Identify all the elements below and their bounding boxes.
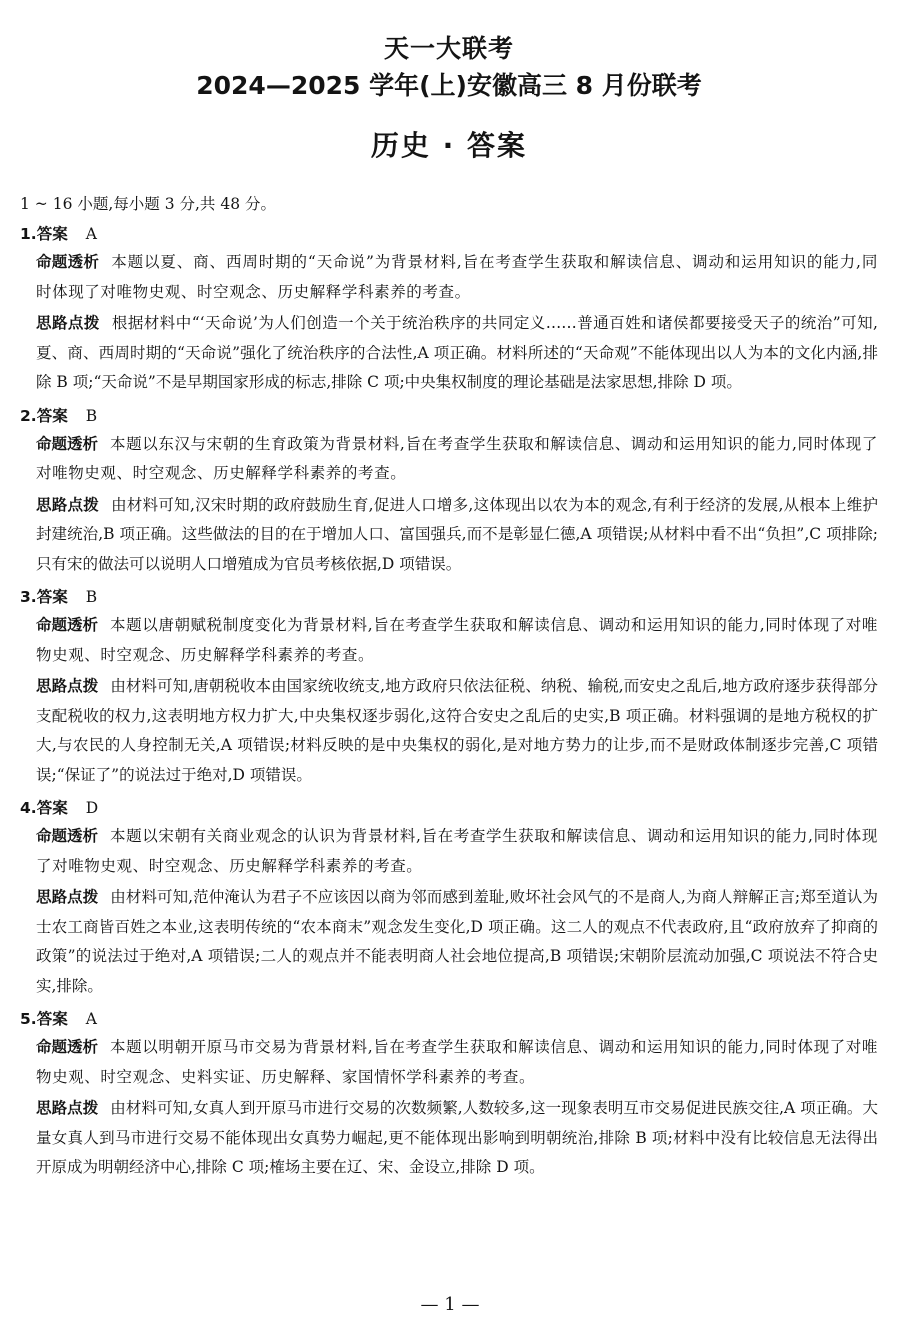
intro-label: 命题透析 xyxy=(36,253,100,271)
question-number: 3. xyxy=(20,588,37,606)
intro-paragraph xyxy=(20,822,878,881)
analysis-text: 由材料可知,女真人到开原马市进行交易的次数频繁,人数较多,这一现象表明互市交易促进民族交往,A 项正确。大量女真人到马市进行交易不能体现出女真势力崛起,更不能体现出影响到明朝统治,排除 B 项;材料中没有比较信息无法得出开原成为明朝经济中心,排除 C 项;榷场主要在辽、宋、金设立,排除 D 项。 xyxy=(36,1099,878,1176)
answer-label: 答案 xyxy=(36,406,68,425)
question-header xyxy=(20,1007,878,1031)
question-item xyxy=(20,796,878,1001)
intro-text: 本题以明朝开原马市交易为背景材料,旨在考查学生获取和解读信息、调动和运用知识的能力,同时体现了对唯物史观、时空观念、史料实证、历史解释、家国情怀学科素养的考查。 xyxy=(36,1038,878,1086)
analysis-paragraph xyxy=(20,1094,878,1183)
question-header xyxy=(20,585,878,609)
question-item xyxy=(20,1007,878,1183)
intro-label: 命题透析 xyxy=(36,1038,99,1056)
answer-value: B xyxy=(85,588,98,606)
intro-paragraph xyxy=(20,1033,878,1092)
answer-label: 答案 xyxy=(36,1010,68,1028)
question-item xyxy=(20,404,878,580)
analysis-text: 由材料可知,唐朝税收本由国家统收统支,地方政府只依法征税、纳税、输税,而安史之乱后,地方政府逐步获得部分支配税收的权力,这表明地方权力扩大,中央集权逐步弱化,这符合安史之乱后的史实,B 项正确。材料强调的是地方税权的扩大,与农民的人身控制无关,A 项错误;材料反映的是中央集权的弱化,是对地方势力的让步,而不是财政体制逐步完善,C 项错误;“保证了”的说法过于绝对,D 项错误。 xyxy=(36,677,878,784)
answer-value: D xyxy=(85,799,99,817)
question-number: 4. xyxy=(20,799,37,817)
intro-paragraph xyxy=(20,248,878,307)
intro-text: 本题以夏、商、西周时期的“天命说”为背景材料,旨在考查学生获取和解读信息、调动和运用知识的能力,同时体现了对唯物史观、时空观念、历史解释学科素养的考查。 xyxy=(36,253,878,301)
analysis-label: 思路点拨 xyxy=(36,677,99,695)
intro-label: 命题透析 xyxy=(36,827,99,845)
question-item xyxy=(20,585,878,790)
question-list xyxy=(20,222,878,1183)
analysis-label: 思路点拨 xyxy=(36,1099,99,1117)
answer-label: 答案 xyxy=(36,225,68,243)
intro-text: 本题以东汉与宋朝的生育政策为背景材料,旨在考查学生获取和解读信息、调动和运用知识的能力,同时体现了对唯物史观、时空观念、历史解释学科素养的考查。 xyxy=(36,434,878,482)
analysis-label: 思路点拨 xyxy=(36,495,100,514)
answer-label: 答案 xyxy=(36,588,68,606)
intro-paragraph xyxy=(20,430,878,489)
intro-label: 命题透析 xyxy=(36,434,99,453)
question-number: 1. xyxy=(20,225,37,243)
answer-value: A xyxy=(85,225,97,243)
intro-label: 命题透析 xyxy=(36,616,99,634)
question-header xyxy=(20,222,878,246)
exam-title: 2024—2025 学年(上)安徽高三 8 月份联考 xyxy=(196,71,702,100)
intro-paragraph xyxy=(20,611,878,670)
analysis-label: 思路点拨 xyxy=(36,888,99,906)
organizer-title: 天一大联考 xyxy=(383,34,514,63)
answer-value: B xyxy=(85,406,98,425)
analysis-text: 由材料可知,汉宋时期的政府鼓励生育,促进人口增多,这体现出以农为本的观念,有利于经济的发展,从根本上维护封建统治,B 项正确。这些做法的目的在于增加人口、富国强兵,而不是彰显仁德,A 项错误;从材料中看不出“负担”,C 项排除;只有宋的做法可以说明人口增殖成为官员考核依据,D 项错误。 xyxy=(36,495,878,573)
analysis-paragraph xyxy=(20,491,878,580)
question-number: 2. xyxy=(20,406,37,425)
question-header xyxy=(20,796,878,820)
scoring-summary: 1 ~ 16 小题,每小题 3 分,共 48 分。 xyxy=(20,195,277,213)
page-number: — 1 — xyxy=(420,1294,480,1315)
analysis-label: 思路点拨 xyxy=(36,314,100,332)
analysis-paragraph xyxy=(20,883,878,1001)
answer-label: 答案 xyxy=(36,799,68,817)
answer-value: A xyxy=(85,1010,97,1028)
intro-text: 本题以唐朝赋税制度变化为背景材料,旨在考查学生获取和解读信息、调动和运用知识的能力,同时体现了对唯物史观、时空观念、历史解释学科素养的考查。 xyxy=(36,616,878,664)
intro-text: 本题以宋朝有关商业观念的认识为背景材料,旨在考查学生获取和解读信息、调动和运用知识的能力,同时体现了对唯物史观、时空观念、历史解释学科素养的考查。 xyxy=(36,827,878,875)
analysis-paragraph xyxy=(20,672,878,790)
subject-title: 历史 · 答案 xyxy=(370,129,528,162)
question-header xyxy=(20,404,878,428)
question-item xyxy=(20,222,878,398)
analysis-paragraph xyxy=(20,309,878,398)
analysis-text: 根据材料中“‘天命说’为人们创造一个关于统治秩序的共同定义……普通百姓和诸侯都要接受天子的统治”可知,夏、商、西周时期的“天命说”强化了统治秩序的合法性,A 项正确。材料所述的“天命观”不能体现出以人为本的文化内涵,排除 B 项;“天命说”不是早期国家形成的标志,排除 C 项;中央集权制度的理论基础是法家思想,排除 D 项。 xyxy=(36,314,878,391)
question-number: 5. xyxy=(20,1010,37,1028)
page-header xyxy=(20,32,878,166)
analysis-text: 由材料可知,范仲淹认为君子不应该因以商为邻而感到羞耻,败坏社会风气的不是商人,为商人辩解正言;郑至道认为士农工商皆百姓之本业,这表明传统的“农本商末”观念发生变化,D 项正确。这二人的观点不代表政府,且“政府放弃了抑商的政策”的说法过于绝对,A 项错误;二人的观点并不能表明商人社会地位提高,B 项错误;宋朝阶层流动加强,C 项说法不符合史实,排除。 xyxy=(36,888,878,995)
